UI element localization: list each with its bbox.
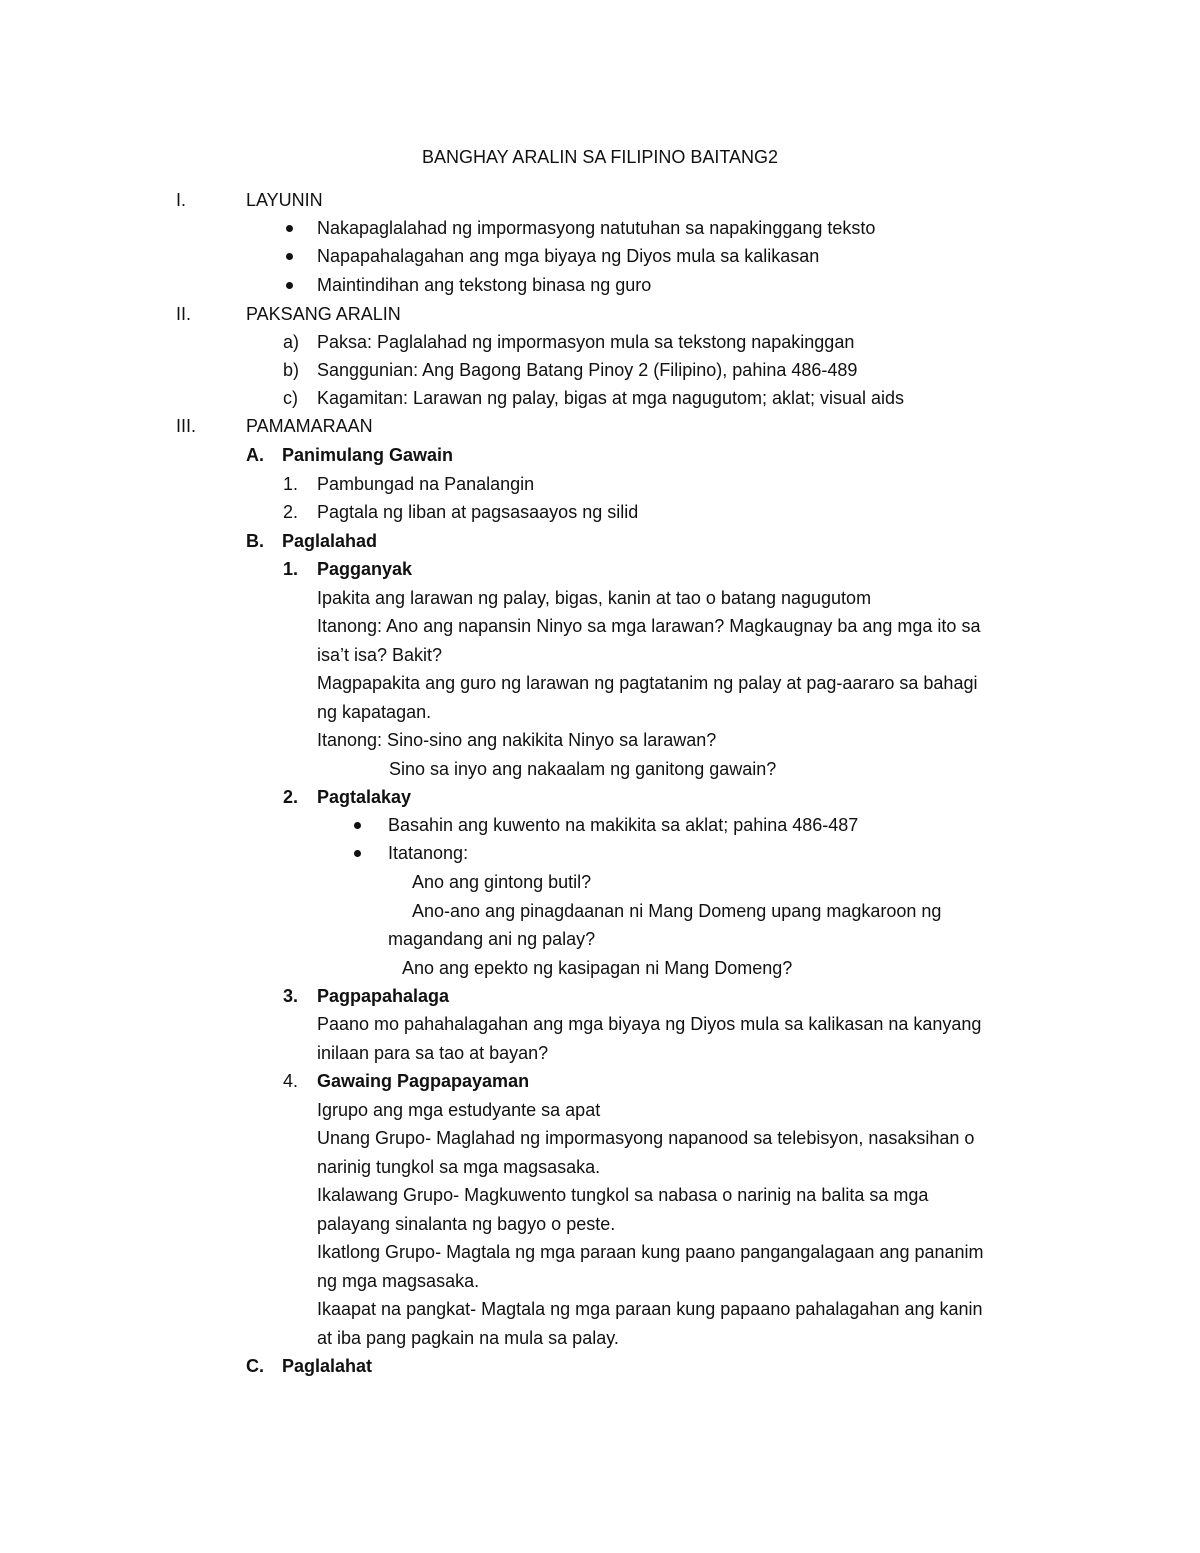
paragraph-line: isa’t isa? Bakit? bbox=[317, 645, 443, 665]
paragraph-line: Ikatlong Grupo- Magtala ng mga paraan kung paano pangangalagaan ang pananim bbox=[317, 1242, 984, 1262]
section-2-marker: II. bbox=[176, 304, 192, 324]
step-heading-pagtalakay: Pagtalakay bbox=[317, 787, 412, 807]
step-marker: 2. bbox=[283, 787, 299, 807]
step-heading-pagganyak: Pagganyak bbox=[317, 559, 413, 579]
step-heading-pagpapahalaga: Pagpapahalaga bbox=[317, 986, 450, 1006]
question-line: Ano ang gintong butil? bbox=[412, 872, 592, 892]
bullet-icon bbox=[286, 225, 293, 232]
discussion-item: Basahin ang kuwento na makikita sa aklat; pahina 486-487 bbox=[388, 815, 859, 835]
bullet-icon bbox=[286, 253, 293, 260]
paragraph-line: inilaan para sa tao at bayan? bbox=[317, 1043, 549, 1063]
paragraph-line: Paano mo pahahalagahan ang mga biyaya ng Diyos mula sa kalikasan na kanyang bbox=[317, 1014, 982, 1034]
procedure-item: Pagtala ng liban at pagsasaayos ng silid bbox=[317, 502, 639, 522]
topic-item: Paksa: Paglalahad ng impormasyon mula sa tekstong napakinggan bbox=[317, 332, 855, 352]
bullet-icon bbox=[354, 822, 361, 829]
paragraph-line: Ikaapat na pangkat- Magtala ng mga paraan kung papaano pahalagahan ang kanin bbox=[317, 1299, 983, 1319]
topic-item: Sanggunian: Ang Bagong Batang Pinoy 2 (Filipino), pahina 486-489 bbox=[317, 360, 858, 380]
procedure-item: Pambungad na Panalangin bbox=[317, 474, 535, 494]
paragraph-line: narinig tungkol sa mga magsasaka. bbox=[317, 1157, 601, 1177]
section-1-marker: I. bbox=[176, 190, 187, 210]
section-3-marker: III. bbox=[176, 416, 197, 436]
subsection-b-marker: B. bbox=[246, 531, 264, 551]
paragraph-line: at iba pang pagkain na mula sa palay. bbox=[317, 1328, 619, 1348]
paragraph-line: Itanong: Ano ang napansin Ninyo sa mga larawan? Magkaugnay ba ang mga ito sa bbox=[317, 616, 981, 636]
document-title: BANGHAY ARALIN SA FILIPINO BAITANG2 bbox=[421, 147, 779, 167]
step-marker: 4. bbox=[283, 1071, 299, 1091]
subsection-a-heading: Panimulang Gawain bbox=[282, 445, 454, 465]
paragraph-line: Ipakita ang larawan ng palay, bigas, kanin at tao o batang nagugutom bbox=[317, 588, 872, 608]
paragraph-line: ng mga magsasaka. bbox=[317, 1271, 480, 1291]
item-marker: c) bbox=[283, 388, 298, 408]
item-marker: b) bbox=[283, 360, 300, 380]
step-marker: 3. bbox=[283, 986, 299, 1006]
objective-item: Maintindihan ang tekstong binasa ng guro bbox=[317, 275, 652, 295]
subsection-b-heading: Paglalahad bbox=[282, 531, 378, 551]
bullet-icon bbox=[286, 282, 293, 289]
step-marker: 1. bbox=[283, 559, 299, 579]
item-marker: 2. bbox=[283, 502, 299, 522]
bullet-icon bbox=[354, 850, 361, 857]
paragraph-line: ng kapatagan. bbox=[317, 702, 432, 722]
section-1-heading: LAYUNIN bbox=[246, 190, 323, 210]
paragraph-line: Itanong: Sino-sino ang nakikita Ninyo sa larawan? bbox=[317, 730, 717, 750]
question-line: Ano ang epekto ng kasipagan ni Mang Domeng? bbox=[402, 958, 793, 978]
topic-item: Kagamitan: Larawan ng palay, bigas at mga nagugutom; aklat; visual aids bbox=[317, 388, 905, 408]
subsection-c-heading: Paglalahat bbox=[282, 1356, 373, 1376]
step-heading-gawain: Gawaing Pagpapayaman bbox=[317, 1071, 530, 1091]
paragraph-line: Magpapakita ang guro ng larawan ng pagtatanim ng palay at pag-aararo sa bahagi bbox=[317, 673, 978, 693]
question-line: magandang ani ng palay? bbox=[388, 929, 596, 949]
paragraph-line: Sino sa inyo ang nakaalam ng ganitong gawain? bbox=[389, 759, 777, 779]
discussion-item: Itatanong: bbox=[388, 843, 469, 863]
paragraph-line: palayang sinalanta ng bagyo o peste. bbox=[317, 1214, 616, 1234]
paragraph-line: Unang Grupo- Maglahad ng impormasyong napanood sa telebisyon, nasaksihan o bbox=[317, 1128, 975, 1148]
section-2-heading: PAKSANG ARALIN bbox=[246, 304, 401, 324]
subsection-a-marker: A. bbox=[246, 445, 264, 465]
objective-item: Nakapaglalahad ng impormasyong natutuhan sa napakinggang teksto bbox=[317, 218, 876, 238]
subsection-c-marker: C. bbox=[246, 1356, 264, 1376]
paragraph-line: Igrupo ang mga estudyante sa apat bbox=[317, 1100, 601, 1120]
paragraph-line: Ikalawang Grupo- Magkuwento tungkol sa nabasa o narinig na balita sa mga bbox=[317, 1185, 929, 1205]
question-line: Ano-ano ang pinagdaanan ni Mang Domeng upang magkaroon ng bbox=[412, 901, 942, 921]
item-marker: a) bbox=[283, 332, 300, 352]
objective-item: Napapahalagahan ang mga biyaya ng Diyos mula sa kalikasan bbox=[317, 246, 820, 266]
item-marker: 1. bbox=[283, 474, 299, 494]
section-3-heading: PAMAMARAAN bbox=[246, 416, 373, 436]
